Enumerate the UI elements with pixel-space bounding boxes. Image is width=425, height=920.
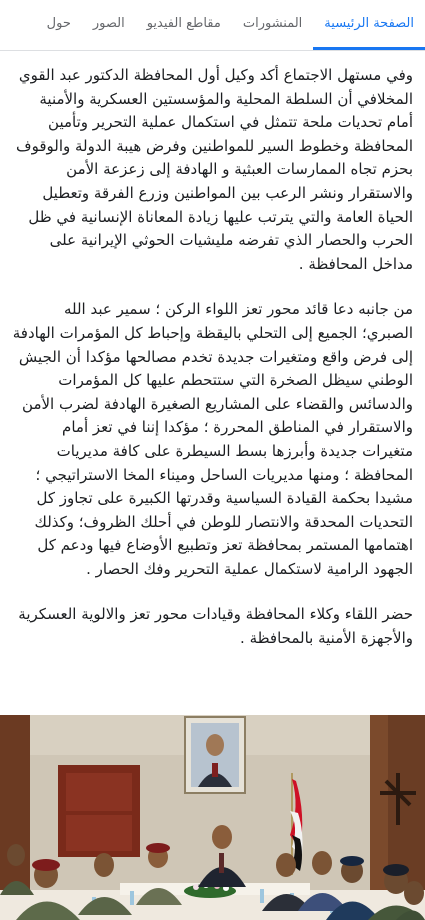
article-body <box>12 64 413 671</box>
tab-about[interactable]: حول <box>46 16 71 31</box>
tab-home[interactable]: الصفحة الرئيسية <box>313 0 425 50</box>
tab-posts[interactable]: المنشورات <box>242 16 303 31</box>
meeting-photo[interactable] <box>0 715 425 920</box>
tab-photos[interactable]: الصور <box>92 16 125 31</box>
article-paragraph: وفي مستهل الاجتماع أكد وكيل أول المحافظة الدكتور عبد القوي المخلافي أن السلطة المحلية والمؤسستين العسكرية والأمنية أمام تحديات ملحة تتمثل في استكمال عملية التحرير وتأمين المحافظة وخطوط السير للمواطنين وفرض هيبة الدولة والوقوف بحزم تجاه الممارسات العبثية و الهادفة إلى زعزعة الأمن والاستقرار ونشر الرعب بين المواطنين وزرع الفرقة وتعطيل الحياة العامة والتي يترتب عليها زيادة المعاناة الإنسانية في ظل الحرب والحصار الذي تفرضه مليشيات الحوثي الإيرانية على مداخل المحافظة . <box>16 66 413 273</box>
portrait-frame <box>185 717 245 793</box>
article-paragraph: حضر اللقاء وكلاء المحافظة وقيادات محور تعز والالوية العسكرية والأجهزة الأمنية بالمحافظة . <box>18 605 413 648</box>
tab-videos[interactable]: مقاطع الفيديو <box>146 16 221 31</box>
article-paragraph: من جانبه دعا قائد محور تعز اللواء الركن ؛ سمير عبد الله الصبري؛ الجميع إلى التحلي باليقظة وإحباط كل المؤمرات الهادفة إلى فرض واقع ومتغيرات جديدة تخدم مصالحها مؤكدا أن الجيش الوطني سيظل الصخرة التي ستتحطم عليها كل المؤمرات والدسائس والقضاء على المشاريع الصغيرة الهادفة لضرب الأمن والاستقرار في المناطق المحررة ؛ مؤكدا إننا في تعز أمام متغيرات جديدة وأبرزها بسط السيطرة على كافة مديريات المحافظة ؛ ومنها مديريات الساحل وميناء المخا الاستراتيجي ؛ مشيدا بحكمة القيادة السياسية وقدرتها الكبيرة على تجاوز كل التحديات المحدقة والانتصار للوطن في أحلك الظروف؛ وكذلك اهتمامها المستمر بمحافظة تعز وتطبيع الأوضاع فيها ودعم كل الجهود الرامية لاستكمال عملية التحرير وفك الحصار . <box>12 300 413 578</box>
page-tabs <box>0 0 425 51</box>
